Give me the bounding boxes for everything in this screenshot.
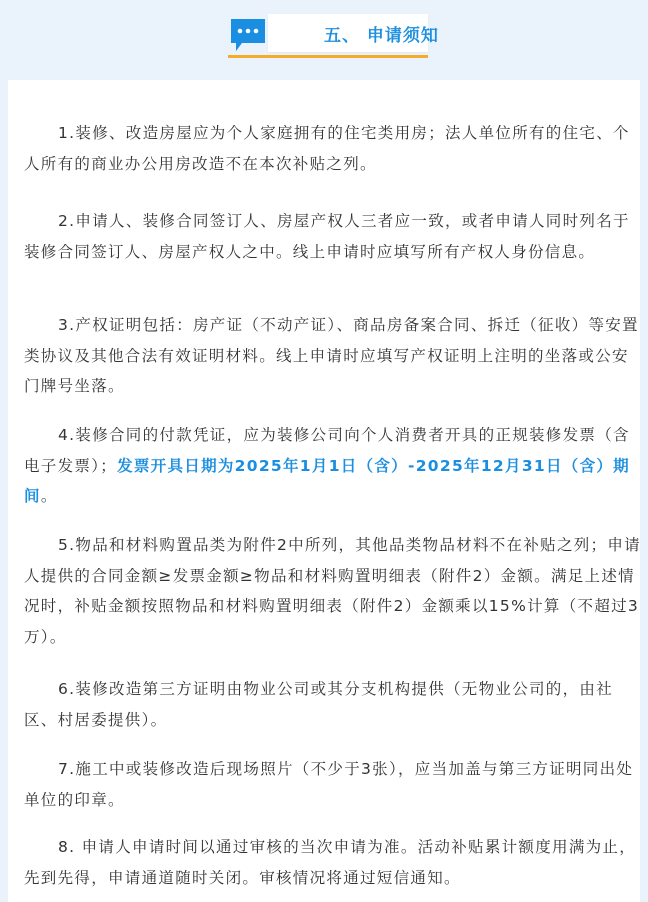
notice-item-8: 8. 申请人申请时间以通过审核的当次申请为准。活动补贴累计额度用满为止，先到先得，申请通道随时关闭。审核情况将通过短信通知。 <box>24 838 637 887</box>
notice-item-3: 3.产权证明包括：房产证（不动产证）、商品房备案合同、拆迁（征收）等安置类协议及其他合法有效证明材料。线上申请时应填写产权证明上注明的坐落或公安门牌号坐落。 <box>24 316 639 395</box>
header-underline <box>228 55 428 58</box>
notice-item-2: 2.申请人、装修合同签订人、房屋产权人三者应一致，或者申请人同时列名于装修合同签订人、房屋产权人之中。线上申请时应填写所有产权人身份信息。 <box>24 212 630 261</box>
header-title-box <box>268 14 439 52</box>
notice-item-6: 6.装修改造第三方证明由物业公司或其分支机构提供（无物业公司的，由社区、村居委提供）。 <box>24 680 613 729</box>
notice-item-1: 1.装修、改造房屋应为个人家庭拥有的住宅类用房；法人单位所有的住宅、个人所有的商业办公用房改造不在本次补贴之列。 <box>24 124 630 173</box>
notice-content <box>8 80 640 902</box>
notice-item-5: 5.物品和材料购置品类为附件2中所列，其他品类物品材料不在补贴之列；申请人提供的合同金额≥发票金额≥物品和材料购置明细表（附件2）金额。满足上述情况时，补贴金额按照物品和材料购置明细表（附件2）金额乘以15%计算（不超过3万）。 <box>24 536 641 646</box>
section-title: 五、 申请须知 <box>324 26 439 46</box>
notice-item-4-tail: 。 <box>40 487 58 505</box>
notice-item-7: 7.施工中或装修改造后现场照片（不少于3张），应当加盖与第三方证明同出处单位的印章。 <box>24 760 634 809</box>
notice-item-4-text: 4.装修合同的付款凭证，应为装修公司向个人消费者开具的正规装修发票（含电子发票）； <box>24 426 630 475</box>
section-header <box>228 14 439 58</box>
notice-item-4 <box>24 420 644 512</box>
chat-bubble-icon <box>228 16 268 56</box>
invoice-date-highlight: 发票开具日期为2025年1月1日（含）-2025年12月31日（含）期间 <box>24 456 630 505</box>
